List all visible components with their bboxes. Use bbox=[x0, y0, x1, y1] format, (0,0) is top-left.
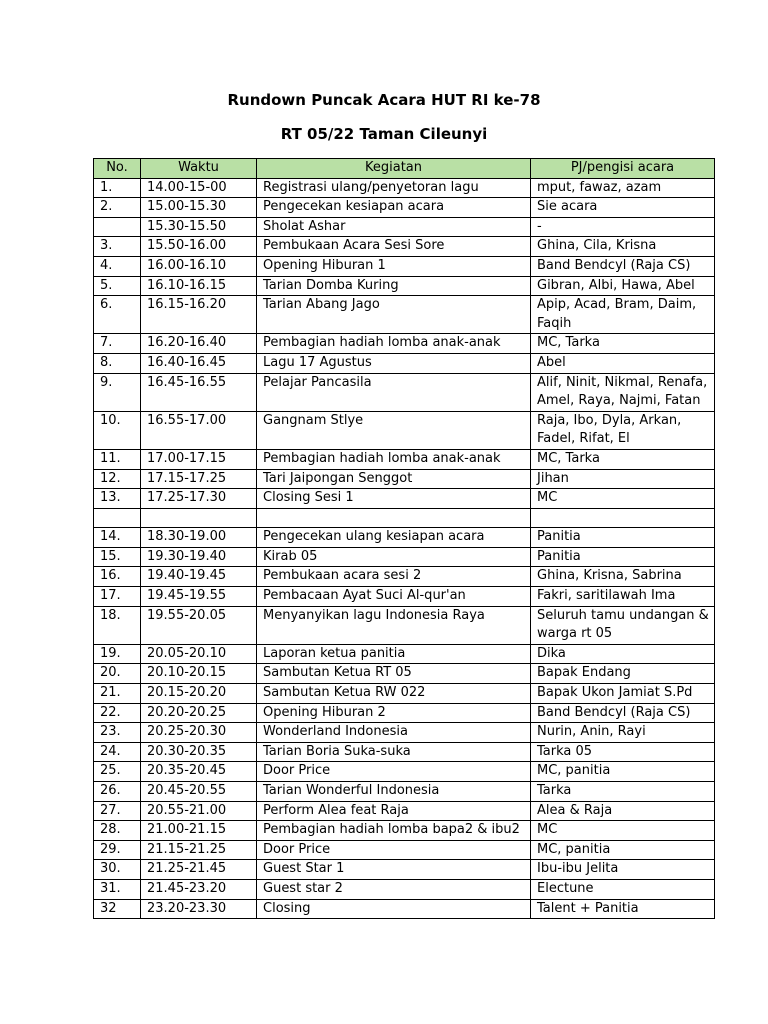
cell-no: 27. bbox=[94, 801, 141, 821]
cell-waktu: 20.15-20.20 bbox=[141, 684, 257, 704]
table-row bbox=[94, 587, 715, 607]
cell-kegiatan: Pengecekan kesiapan acara bbox=[257, 198, 531, 218]
cell-no: 1. bbox=[94, 178, 141, 198]
cell-no: 16. bbox=[94, 567, 141, 587]
cell-waktu: 15.30-15.50 bbox=[141, 217, 257, 237]
cell-kegiatan: Door Price bbox=[257, 762, 531, 782]
table-row bbox=[94, 684, 715, 704]
cell-pj: Gibran, Albi, Hawa, Abel bbox=[531, 276, 715, 296]
cell-waktu: 21.25-21.45 bbox=[141, 860, 257, 880]
cell-no: 31. bbox=[94, 879, 141, 899]
cell-pj: Ibu-ibu Jelita bbox=[531, 860, 715, 880]
header-no: No. bbox=[94, 159, 141, 179]
table-row bbox=[94, 567, 715, 587]
table-row bbox=[94, 547, 715, 567]
cell-waktu: 15.00-15.30 bbox=[141, 198, 257, 218]
cell-no: 9. bbox=[94, 373, 141, 411]
cell-kegiatan: Door Price bbox=[257, 840, 531, 860]
table-row bbox=[94, 334, 715, 354]
cell-pj: Panitia bbox=[531, 547, 715, 567]
cell-waktu: 21.15-21.25 bbox=[141, 840, 257, 860]
cell-pj: MC bbox=[531, 489, 715, 509]
cell-pj: - bbox=[531, 217, 715, 237]
cell-kegiatan: Gangnam Stlye bbox=[257, 411, 531, 449]
cell-no: 32 bbox=[94, 899, 141, 919]
table-row bbox=[94, 723, 715, 743]
cell-no: 30. bbox=[94, 860, 141, 880]
cell-no: 21. bbox=[94, 684, 141, 704]
table-row bbox=[94, 469, 715, 489]
table-row bbox=[94, 606, 715, 644]
cell-no: 5. bbox=[94, 276, 141, 296]
cell-waktu: 16.40-16.45 bbox=[141, 353, 257, 373]
cell-pj: Band Bendcyl (Raja CS) bbox=[531, 703, 715, 723]
cell-pj: Bapak Ukon Jamiat S.Pd bbox=[531, 684, 715, 704]
cell-waktu: 20.30-20.35 bbox=[141, 742, 257, 762]
table-row bbox=[94, 821, 715, 841]
cell-kegiatan: Laporan ketua panitia bbox=[257, 644, 531, 664]
cell-waktu: 21.00-21.15 bbox=[141, 821, 257, 841]
cell-pj: Apip, Acad, Bram, Daim, Faqih bbox=[531, 296, 715, 334]
rundown-table bbox=[93, 158, 715, 919]
cell-pj: Ghina, Cila, Krisna bbox=[531, 237, 715, 257]
cell-pj: Ghina, Krisna, Sabrina bbox=[531, 567, 715, 587]
cell-kegiatan: Tarian Abang Jago bbox=[257, 296, 531, 334]
cell-pj: Alif, Ninit, Nikmal, Renafa, Amel, Raya, Najmi, Fatan bbox=[531, 373, 715, 411]
cell-waktu: 20.10-20.15 bbox=[141, 664, 257, 684]
cell-waktu: 19.40-19.45 bbox=[141, 567, 257, 587]
cell-pj bbox=[531, 508, 715, 528]
cell-pj: Alea & Raja bbox=[531, 801, 715, 821]
cell-waktu: 19.30-19.40 bbox=[141, 547, 257, 567]
cell-waktu: 20.45-20.55 bbox=[141, 782, 257, 802]
cell-pj: Seluruh tamu undangan & warga rt 05 bbox=[531, 606, 715, 644]
cell-pj: Sie acara bbox=[531, 198, 715, 218]
cell-waktu: 18.30-19.00 bbox=[141, 528, 257, 548]
cell-kegiatan: Tarian Wonderful Indonesia bbox=[257, 782, 531, 802]
table-row bbox=[94, 508, 715, 528]
table-row bbox=[94, 373, 715, 411]
cell-no bbox=[94, 217, 141, 237]
table-row bbox=[94, 237, 715, 257]
cell-kegiatan: Tari Jaipongan Senggot bbox=[257, 469, 531, 489]
cell-kegiatan: Kirab 05 bbox=[257, 547, 531, 567]
cell-kegiatan: Sambutan Ketua RT 05 bbox=[257, 664, 531, 684]
cell-waktu: 20.25-20.30 bbox=[141, 723, 257, 743]
cell-waktu: 15.50-16.00 bbox=[141, 237, 257, 257]
table-row bbox=[94, 449, 715, 469]
cell-kegiatan: Lagu 17 Agustus bbox=[257, 353, 531, 373]
cell-pj: MC, panitia bbox=[531, 762, 715, 782]
table-header-row bbox=[94, 159, 715, 179]
cell-waktu: 20.05-20.10 bbox=[141, 644, 257, 664]
table-row bbox=[94, 860, 715, 880]
cell-no: 10. bbox=[94, 411, 141, 449]
table-row bbox=[94, 276, 715, 296]
cell-kegiatan: Wonderland Indonesia bbox=[257, 723, 531, 743]
cell-pj: MC, Tarka bbox=[531, 334, 715, 354]
cell-waktu: 20.20-20.25 bbox=[141, 703, 257, 723]
cell-no: 20. bbox=[94, 664, 141, 684]
cell-no: 6. bbox=[94, 296, 141, 334]
cell-no: 7. bbox=[94, 334, 141, 354]
cell-kegiatan: Perform Alea feat Raja bbox=[257, 801, 531, 821]
cell-pj: Abel bbox=[531, 353, 715, 373]
cell-kegiatan: Pengecekan ulang kesiapan acara bbox=[257, 528, 531, 548]
header-waktu: Waktu bbox=[141, 159, 257, 179]
table-row bbox=[94, 782, 715, 802]
table-row bbox=[94, 296, 715, 334]
table-row bbox=[94, 762, 715, 782]
cell-no: 29. bbox=[94, 840, 141, 860]
cell-no: 22. bbox=[94, 703, 141, 723]
cell-waktu bbox=[141, 508, 257, 528]
cell-pj: MC, Tarka bbox=[531, 449, 715, 469]
cell-kegiatan bbox=[257, 508, 531, 528]
cell-pj: Panitia bbox=[531, 528, 715, 548]
table-row bbox=[94, 840, 715, 860]
cell-pj: MC, panitia bbox=[531, 840, 715, 860]
cell-no: 15. bbox=[94, 547, 141, 567]
table-row bbox=[94, 879, 715, 899]
document-subtitle: RT 05/22 Taman Cileunyi bbox=[280, 125, 488, 143]
cell-pj: Talent + Panitia bbox=[531, 899, 715, 919]
table-row bbox=[94, 703, 715, 723]
cell-kegiatan: Guest star 2 bbox=[257, 879, 531, 899]
cell-waktu: 16.45-16.55 bbox=[141, 373, 257, 411]
cell-pj: Fakri, saritilawah Ima bbox=[531, 587, 715, 607]
table-row bbox=[94, 899, 715, 919]
cell-waktu: 16.15-16.20 bbox=[141, 296, 257, 334]
table-row bbox=[94, 664, 715, 684]
cell-kegiatan: Pembagian hadiah lomba bapa2 & ibu2 bbox=[257, 821, 531, 841]
cell-waktu: 16.00-16.10 bbox=[141, 256, 257, 276]
table-row bbox=[94, 801, 715, 821]
cell-kegiatan: Menyanyikan lagu Indonesia Raya bbox=[257, 606, 531, 644]
cell-no: 18. bbox=[94, 606, 141, 644]
cell-pj: Raja, Ibo, Dyla, Arkan, Fadel, Rifat, El bbox=[531, 411, 715, 449]
table-row bbox=[94, 217, 715, 237]
cell-no: 3. bbox=[94, 237, 141, 257]
cell-kegiatan: Pembukaan acara sesi 2 bbox=[257, 567, 531, 587]
table-row bbox=[94, 411, 715, 449]
header-pj: PJ/pengisi acara bbox=[531, 159, 715, 179]
cell-no: 17. bbox=[94, 587, 141, 607]
table-row bbox=[94, 644, 715, 664]
cell-kegiatan: Pembagian hadiah lomba anak-anak bbox=[257, 449, 531, 469]
cell-kegiatan: Pelajar Pancasila bbox=[257, 373, 531, 411]
cell-pj: Jihan bbox=[531, 469, 715, 489]
cell-no: 26. bbox=[94, 782, 141, 802]
table-row bbox=[94, 742, 715, 762]
cell-kegiatan: Guest Star 1 bbox=[257, 860, 531, 880]
cell-pj: Bapak Endang bbox=[531, 664, 715, 684]
cell-no: 8. bbox=[94, 353, 141, 373]
cell-waktu: 20.35-20.45 bbox=[141, 762, 257, 782]
cell-kegiatan: Opening Hiburan 1 bbox=[257, 256, 531, 276]
cell-waktu: 17.00-17.15 bbox=[141, 449, 257, 469]
cell-waktu: 21.45-23.20 bbox=[141, 879, 257, 899]
cell-no: 24. bbox=[94, 742, 141, 762]
cell-no: 25. bbox=[94, 762, 141, 782]
cell-no: 2. bbox=[94, 198, 141, 218]
cell-no: 23. bbox=[94, 723, 141, 743]
cell-waktu: 17.25-17.30 bbox=[141, 489, 257, 509]
cell-no: 19. bbox=[94, 644, 141, 664]
cell-no bbox=[94, 508, 141, 528]
table-row bbox=[94, 256, 715, 276]
cell-kegiatan: Tarian Boria Suka-suka bbox=[257, 742, 531, 762]
cell-no: 4. bbox=[94, 256, 141, 276]
cell-kegiatan: Opening Hiburan 2 bbox=[257, 703, 531, 723]
cell-pj: Band Bendcyl (Raja CS) bbox=[531, 256, 715, 276]
cell-pj: MC bbox=[531, 821, 715, 841]
table-row bbox=[94, 489, 715, 509]
cell-pj: Tarka bbox=[531, 782, 715, 802]
cell-pj: mput, fawaz, azam bbox=[531, 178, 715, 198]
cell-waktu: 16.10-16.15 bbox=[141, 276, 257, 296]
cell-waktu: 23.20-23.30 bbox=[141, 899, 257, 919]
cell-kegiatan: Pembacaan Ayat Suci Al-qur'an bbox=[257, 587, 531, 607]
cell-no: 12. bbox=[94, 469, 141, 489]
cell-kegiatan: Pembukaan Acara Sesi Sore bbox=[257, 237, 531, 257]
cell-kegiatan: Registrasi ulang/penyetoran lagu bbox=[257, 178, 531, 198]
table-row bbox=[94, 353, 715, 373]
cell-kegiatan: Sholat Ashar bbox=[257, 217, 531, 237]
cell-no: 14. bbox=[94, 528, 141, 548]
cell-no: 28. bbox=[94, 821, 141, 841]
cell-waktu: 19.55-20.05 bbox=[141, 606, 257, 644]
cell-pj: Dika bbox=[531, 644, 715, 664]
cell-no: 13. bbox=[94, 489, 141, 509]
cell-pj: Electune bbox=[531, 879, 715, 899]
table-row bbox=[94, 198, 715, 218]
cell-pj: Tarka 05 bbox=[531, 742, 715, 762]
document-title: Rundown Puncak Acara HUT RI ke-78 bbox=[227, 91, 541, 109]
cell-kegiatan: Closing Sesi 1 bbox=[257, 489, 531, 509]
table-row bbox=[94, 528, 715, 548]
cell-no: 11. bbox=[94, 449, 141, 469]
cell-kegiatan: Closing bbox=[257, 899, 531, 919]
cell-kegiatan: Sambutan Ketua RW 022 bbox=[257, 684, 531, 704]
cell-waktu: 20.55-21.00 bbox=[141, 801, 257, 821]
table-row bbox=[94, 178, 715, 198]
header-kegiatan: Kegiatan bbox=[257, 159, 531, 179]
cell-waktu: 16.55-17.00 bbox=[141, 411, 257, 449]
cell-waktu: 17.15-17.25 bbox=[141, 469, 257, 489]
cell-waktu: 16.20-16.40 bbox=[141, 334, 257, 354]
cell-kegiatan: Tarian Domba Kuring bbox=[257, 276, 531, 296]
cell-waktu: 14.00-15-00 bbox=[141, 178, 257, 198]
cell-kegiatan: Pembagian hadiah lomba anak-anak bbox=[257, 334, 531, 354]
cell-pj: Nurin, Anin, Rayi bbox=[531, 723, 715, 743]
cell-waktu: 19.45-19.55 bbox=[141, 587, 257, 607]
